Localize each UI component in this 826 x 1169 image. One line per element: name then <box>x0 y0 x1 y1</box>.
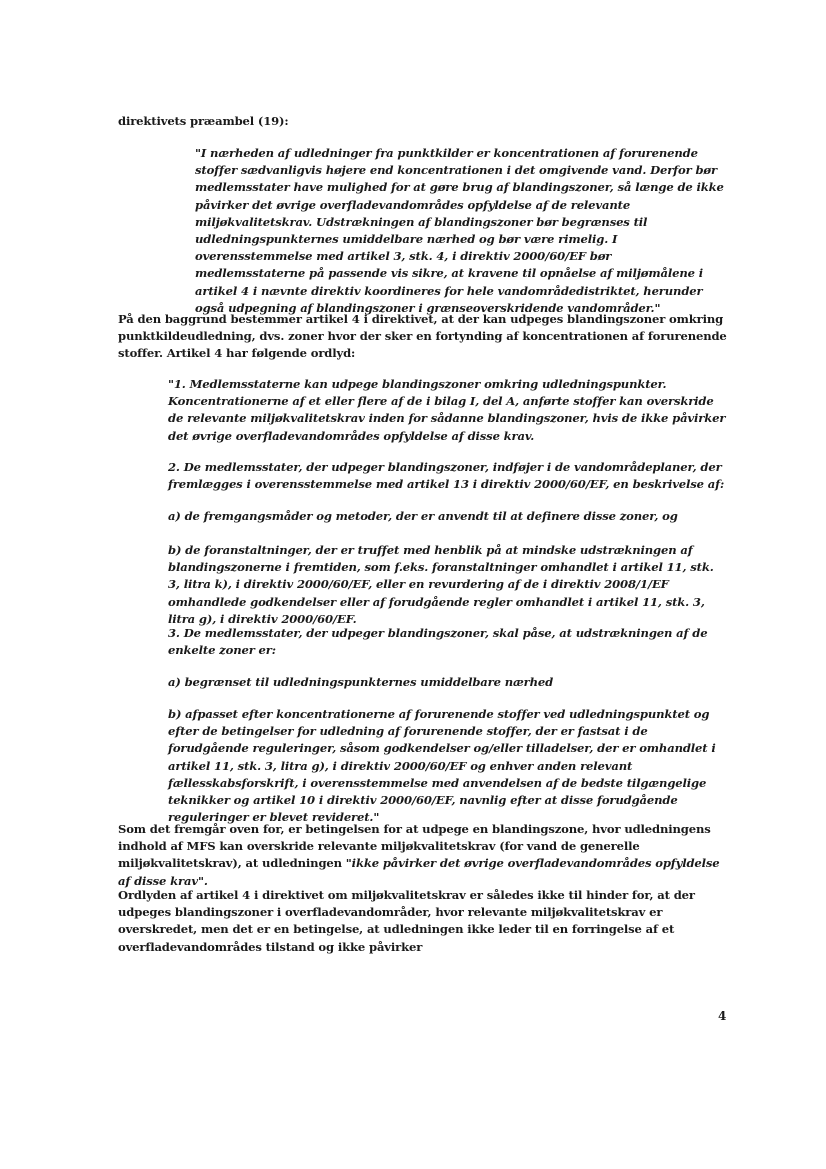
article-4-paragraph-3: 3. De medlemsstater, der udpeger blandingszoner, skal påse, at udstrækningen af de enkelte zoner er: <box>168 626 708 658</box>
preamble-quote: "I nærheden af udledninger fra punktkilder er koncentrationen af forurenende stoffer sædvanligvis højere end koncentrationen i det omgivende vand. Derfor bør medlemsstater have mulighed for at gøre brug af blandingszoner, så længe de ikke påvirker det øvrige overfladevandområdes opfyldelse af de relevante miljøkvalitetskrav. Udstrækningen af blandingszoner bør begrænses til udledningspunkternes umiddelbare nærhed og bør være rimelig. I overensstemmelse med artikel 3, stk. 4, i direktiv 2000/60/EF bør medlemsstaterne på passende vis sikre, at kravene til opnåelse af miljømålene i artikel 4 i nævnte direktiv koordineres for hele vandområdedistriktet, herunder også udpegning af blandingszoner i grænseoverskridende vandområder." <box>195 146 724 315</box>
article-4-paragraph-2b: b) de foranstaltninger, der er truffet med henblik på at mindske udstrækningen af blandingszonerne i fremtiden, som f.eks. foranstaltninger omhandlet i artikel 11, stk. 3, litra k), i direktiv 2000/60/EF, eller en revurdering af de i direktiv 2008/1/EF omhandlede godkendelser eller af forudgående regler omhandlet i artikel 11, stk. 3, litra g), i direktiv 2000/60/EF. <box>168 543 714 626</box>
background-paragraph: På den baggrund bestemmer artikel 4 i direktivet, at der kan udpeges blandingszoner omkring punktkildeudledning, dvs. zoner hvor der sker en fortynding af koncentrationen af forurenende stoffer. Artikel 4 har følgende ordlyd: <box>118 312 727 361</box>
article-4-paragraph-3a: a) begrænset til udledningspunkternes umiddelbare nærhed <box>168 675 554 689</box>
page-number: 4 <box>718 1009 727 1023</box>
wording-paragraph: Ordlyden af artikel 4 i direktivet om miljøkvalitetskrav er således ikke til hinder for, at der udpeges blandingszoner i overfladevandområder, hvor relevante miljøkvalitetskrav er overskredet, men det er en betingelse, at udledningen ikke leder til en forringelse af et overfladevandområdes tilstand og ikke påvirker <box>118 888 695 954</box>
article-4-paragraph-2: 2. De medlemsstater, der udpeger blandingszoner, indføjer i de vandområdeplaner, der fremlægges i overensstemmelse med artikel 13 i direktiv 2000/60/EF, en beskrivelse af: <box>168 460 725 492</box>
intro-line: direktivets præambel (19): <box>118 114 289 128</box>
article-4-paragraph-3b: b) afpasset efter koncentrationerne af forurenende stoffer ved udledningspunktet og efter de betingelser for udledning af forurenende stoffer, der er fastsat i de forudgående reguleringer, såsom godkendelser og/eller tilladelser, der er omhandlet i artikel 11, stk. 3, litra g), i direktiv 2000/60/EF og enhver anden relevant fællesskabsforskrift, i overensstemmelse med anvendelsen af de bedste tilgængelige teknikker og artikel 10 i direktiv 2000/60/EF, navnlig efter at disse forudgående reguleringer er blevet revideret." <box>168 707 716 825</box>
condition-paragraph <box>118 821 730 890</box>
article-4-paragraph-2a: a) de fremgangsmåder og metoder, der er anvendt til at definere disse zoner, og <box>168 509 678 523</box>
condition-paragraph-quote: "ikke påvirker det øvrige overfladevandområdes opfyldelse af disse krav". <box>118 856 720 888</box>
article-4-paragraph-1: "1. Medlemsstaterne kan udpege blandingszoner omkring udledningspunkter. Koncentrationerne af et eller flere af de i bilag I, del A, anførte stoffer kan overskride de relevante miljøkvalitetskrav inden for sådanne blandingszoner, hvis de ikke påvirker det øvrige overfladevandområdes opfyldelse af disse krav. <box>168 377 726 443</box>
condition-paragraph-lead: Som det fremgår oven for, er betingelsen for at udpege en blandingszone, hvor udledningens indhold af MFS kan overskride relevante miljøkvalitetskrav (for vand de generelle miljøkvalitetskrav), at udledningen <box>118 822 711 871</box>
